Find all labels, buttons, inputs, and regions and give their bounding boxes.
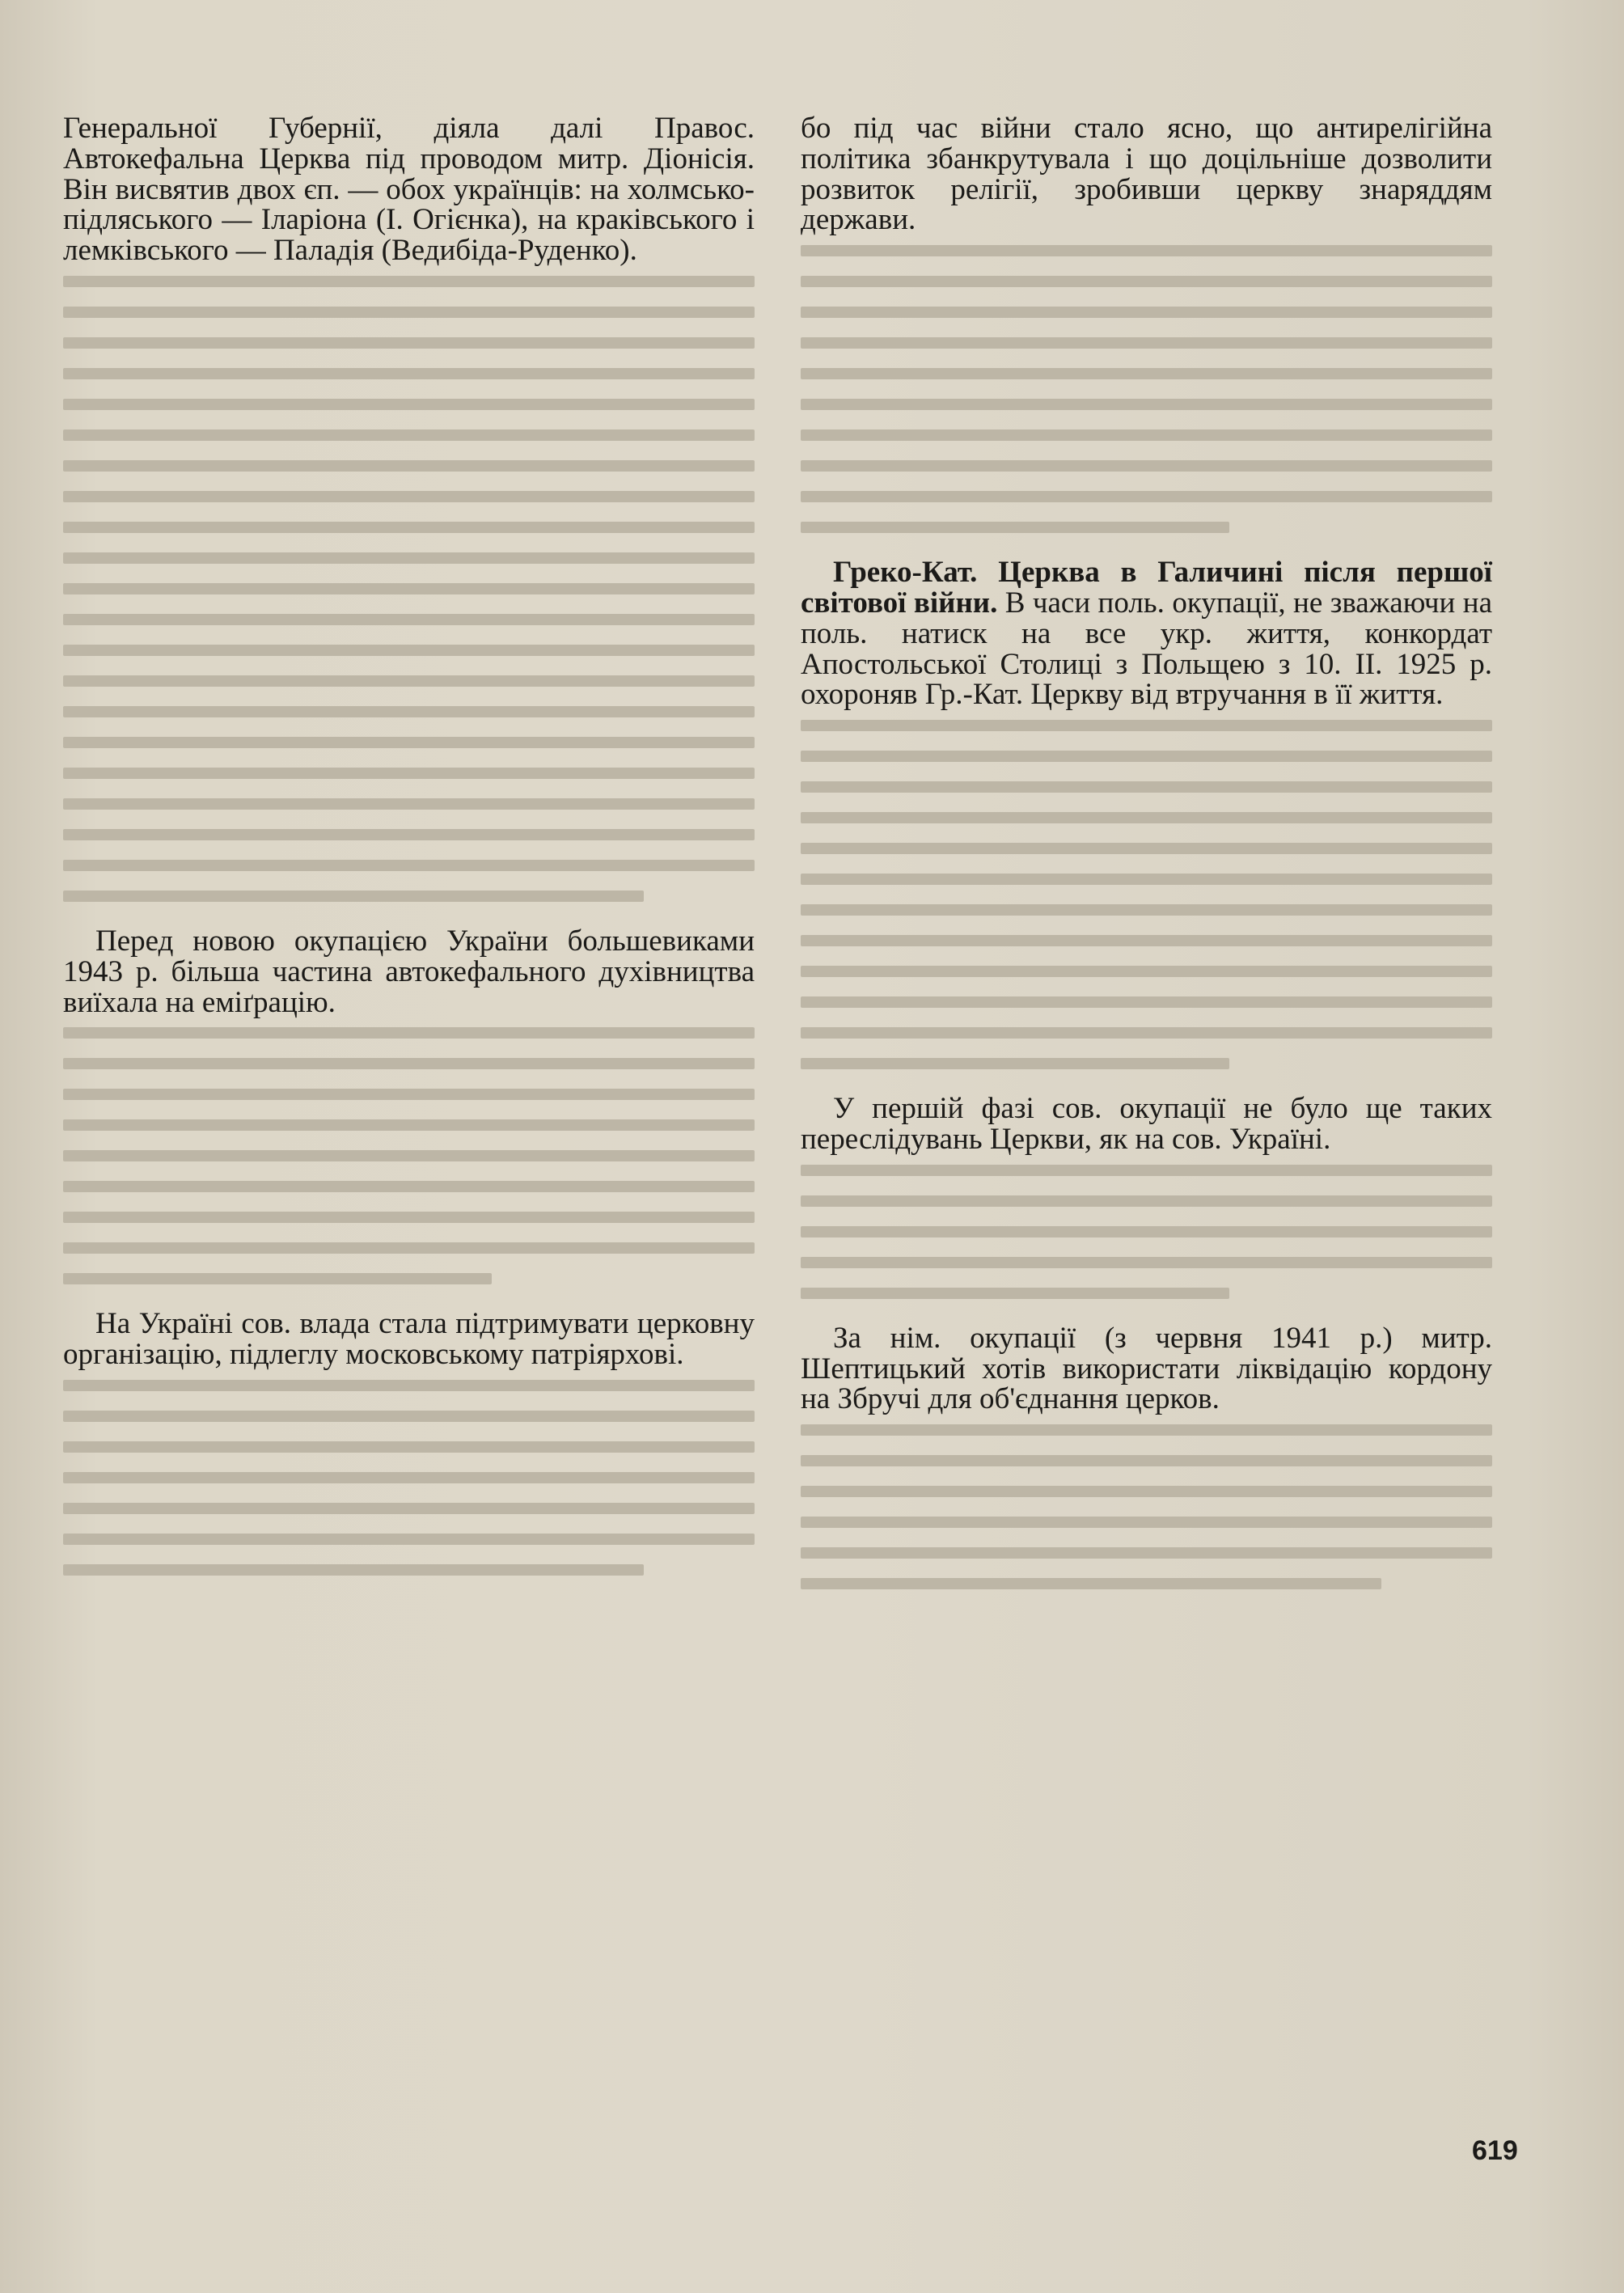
paragraph-left-3-text: На Україні сов. влада стала підтримувати церковну організацію, підлеглу московському патріярхові. xyxy=(63,1307,755,1372)
paragraph-right-4 xyxy=(801,1323,1492,1415)
paragraph-right-3-text: У першій фазі сов. окупації не було ще таких переслідувань Церкви, як на сов. Україні. xyxy=(801,1092,1492,1156)
omitted-text-placeholder xyxy=(801,245,1492,533)
paragraph-left-1-text: Генеральної Губернії, діяла далі Правос. Автокефальна Церква під проводом митр. Діонісія. Він висвятив двох єп. — обох українців: на холмсько-підляського — Іларіона (І. Огієнка), на краківського і лемківського — Паладія (Ведибіда-Руденко). xyxy=(63,112,755,268)
paragraph-right-4-text: За нім. окупації (з червня 1941 р.) митр. Шептицький хотів використати ліквідацію кордону на Збручі для об'єднання церков. xyxy=(801,1321,1492,1416)
paragraph-left-2-text: Перед новою окупацією України большевиками 1943 р. більша частина автокефального духівництва виїхала на еміґрацію. xyxy=(63,924,755,1019)
page-number: 619 xyxy=(1472,2135,1518,2166)
left-column xyxy=(63,113,755,1595)
omitted-text-placeholder xyxy=(63,1027,755,1284)
paragraph-right-2-text: В часи поль. окупації, не зважаючи на поль. натиск на все укр. життя, конкордат Апостольської Столиці з Польщею з 10. II. 1925 р. охороняв Гр.-Кат. Церкву від втручання в її життя. xyxy=(801,586,1492,712)
paragraph-right-3 xyxy=(801,1094,1492,1155)
paragraph-right-2 xyxy=(801,557,1492,710)
omitted-text-placeholder xyxy=(63,1380,755,1576)
omitted-text-placeholder xyxy=(63,276,755,902)
omitted-text-placeholder xyxy=(801,720,1492,1069)
omitted-text-placeholder xyxy=(801,1424,1492,1589)
paragraph-left-1 xyxy=(63,113,755,266)
right-column xyxy=(801,113,1492,1609)
paragraph-right-1 xyxy=(801,113,1492,235)
omitted-text-placeholder xyxy=(801,1165,1492,1299)
paragraph-left-2 xyxy=(63,926,755,1017)
paragraph-left-3 xyxy=(63,1309,755,1370)
section-heading: Греко-Кат. Церква в Галичині після першої світової війни. xyxy=(801,556,1492,620)
paragraph-right-1-text: бо під час війни стало ясно, що антирелігійна політика збанкрутувала і що доцільніше дозволити розвиток релігії, зробивши церкву знаряддям держави. xyxy=(801,112,1492,237)
